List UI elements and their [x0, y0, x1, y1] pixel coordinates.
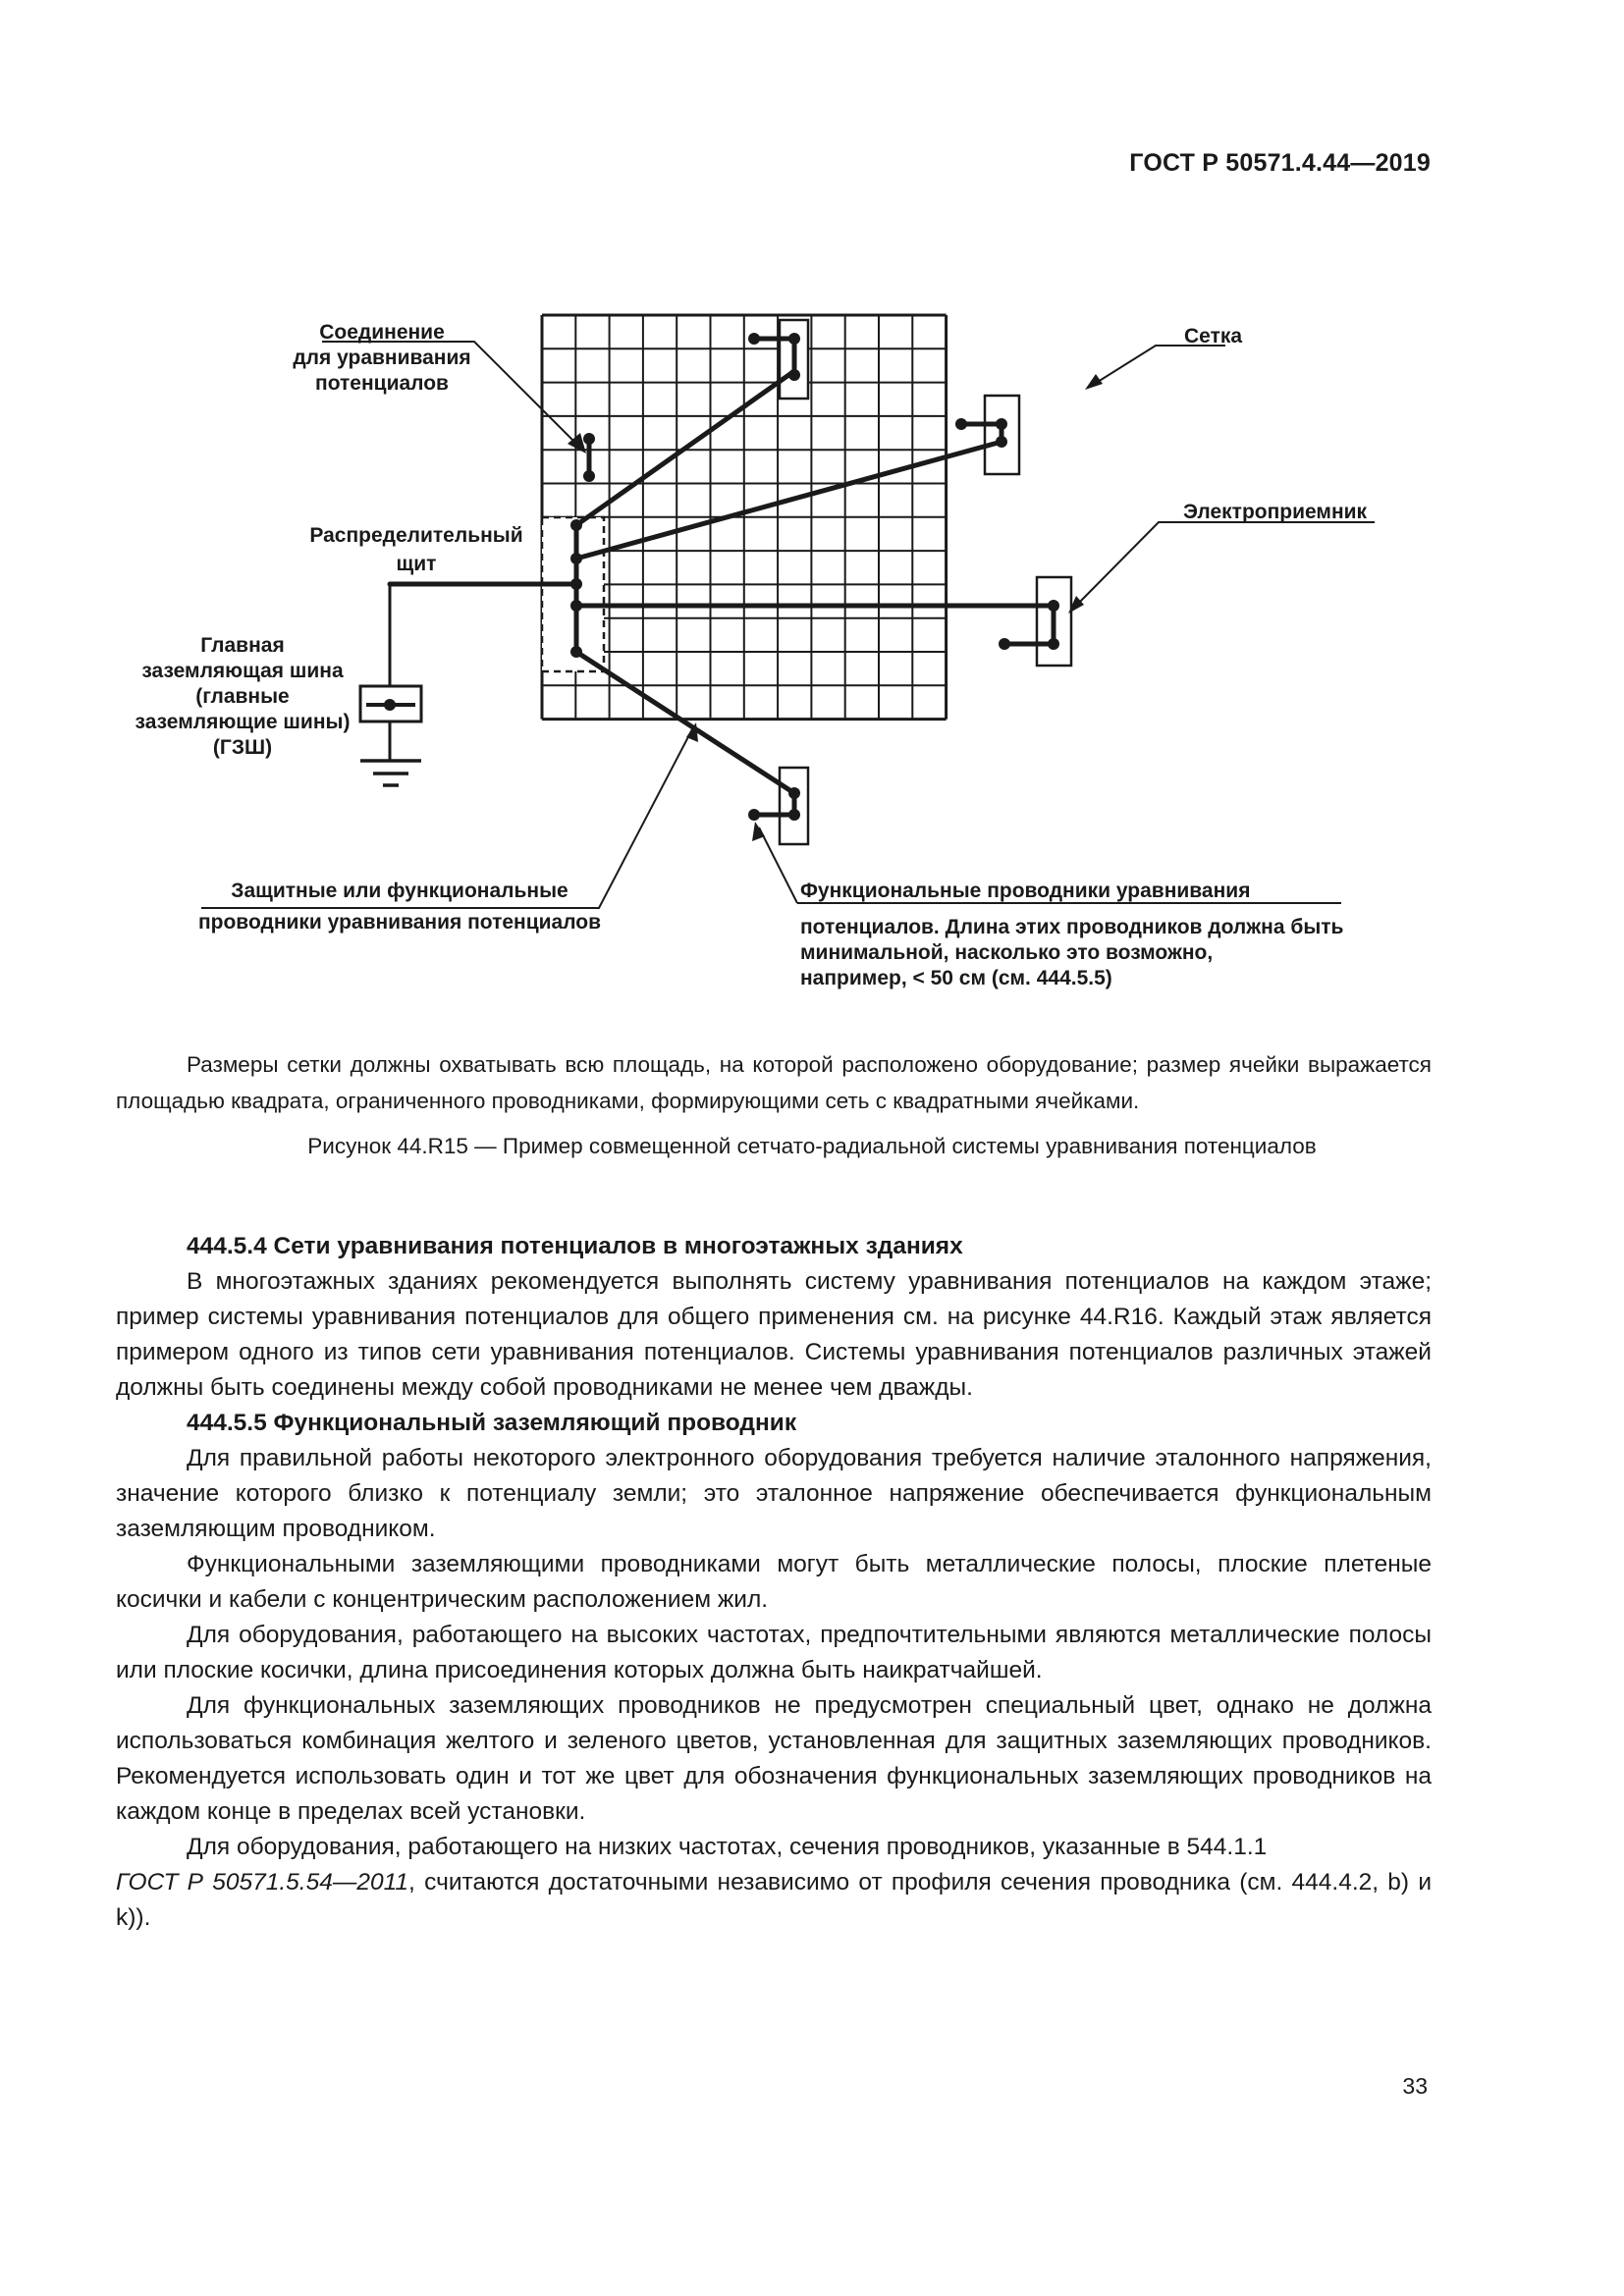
standard-reference: ГОСТ Р 50571.5.54—2011 — [116, 1869, 409, 1896]
paragraph: Для правильной работы некоторого электронного оборудования требуется наличие эталонного напряжения, значение которого близко к потенциалу земли; это эталонное напряжение обеспечивается функциональным заземляющим проводником. — [116, 1445, 1432, 1542]
main-grounding-bar-symbol — [360, 686, 421, 785]
label-mesh: Сетка — [1184, 325, 1243, 347]
body-text — [116, 1229, 1432, 1936]
label-receiver: Электроприемник — [1183, 501, 1368, 523]
bonding-network-figure — [0, 0, 1624, 1021]
label-distribution-board: Распределительный щит — [309, 524, 523, 575]
paragraph: В многоэтажных зданиях рекомендуется выполнять систему уравнивания потенциалов на каждом этаже; пример системы уравнивания потенциалов для общего применения см. на рисунке 44.R16. Каждый этаж является примером одного из типов сети уравнивания потенциалов. Системы уравнивания потенциалов различных этажей должны быть соединены между собой проводниками не менее чем дважды. — [116, 1268, 1432, 1401]
section-heading-444-5-5: 444.5.5 Функциональный заземляющий проводник — [187, 1410, 797, 1436]
paragraph: Функциональными заземляющими проводниками могут быть металлические полосы, плоские плетеные косички и кабели с концентрическим расположением жил. — [116, 1551, 1432, 1613]
conductor-to-bottom — [576, 652, 794, 793]
conductor-to-upper-right — [576, 442, 1001, 559]
page-number: 33 — [1402, 2073, 1428, 2099]
figure-caption: Рисунок 44.R15 — Пример совмещенной сетчато-радиальной системы уравнивания потенциалов — [307, 1134, 1317, 1158]
radial-conductors — [390, 371, 1054, 793]
figure-note: Размеры сетки должны охватывать всю площадь, на которой расположено оборудование; размер ячейки выражается площадью квадрата, ограниченного проводниками, формирующими сеть с квадратными ячейками. — [116, 1052, 1432, 1113]
label-connection: Соединение для уравнивания потенциалов — [293, 321, 471, 395]
label-main-grounding-bar: Главная заземляющая шина (главные заземляющие шины) (ГЗШ) — [135, 634, 351, 759]
paragraph: Для оборудования, работающего на низких частотах, сечения проводников, указанные в 544.1.1 ГОСТ Р 50571.5.54—2011, считаются достаточными независимо от профиля сечения проводника (см. 444.4.2, b) и k)). — [116, 1834, 1432, 1931]
label-protective-conductors: Защитные или функциональные проводники уравнивания потенциалов — [197, 880, 602, 934]
paragraph: Для оборудования, работающего на высоких частотах, предпочтительными являются металлические полосы или плоские косички, длина присоединения которых должна быть наикратчайшей. — [116, 1622, 1432, 1683]
label-functional-conductors: Функциональные проводники уравнивания потенциалов. Длина этих проводников должна быть минимальной, насколько это возможно, например, < 50 см (см. 444.5.5) — [800, 880, 1344, 989]
standard-number-header: ГОСТ Р 50571.4.44—2019 — [1129, 149, 1431, 177]
paragraph: Для функциональных заземляющих проводников не предусмотрен специальный цвет, однако не должна использоваться комбинация желтого и зеленого цветов, установленная для защитных заземляющих проводников. Рекомендуется использовать один и тот же цвет для обозначения функциональных заземляющих проводников на каждом конце в пределах всей установки. — [116, 1692, 1432, 1825]
section-heading-444-5-4: 444.5.4 Сети уравнивания потенциалов в многоэтажных зданиях — [187, 1233, 963, 1259]
